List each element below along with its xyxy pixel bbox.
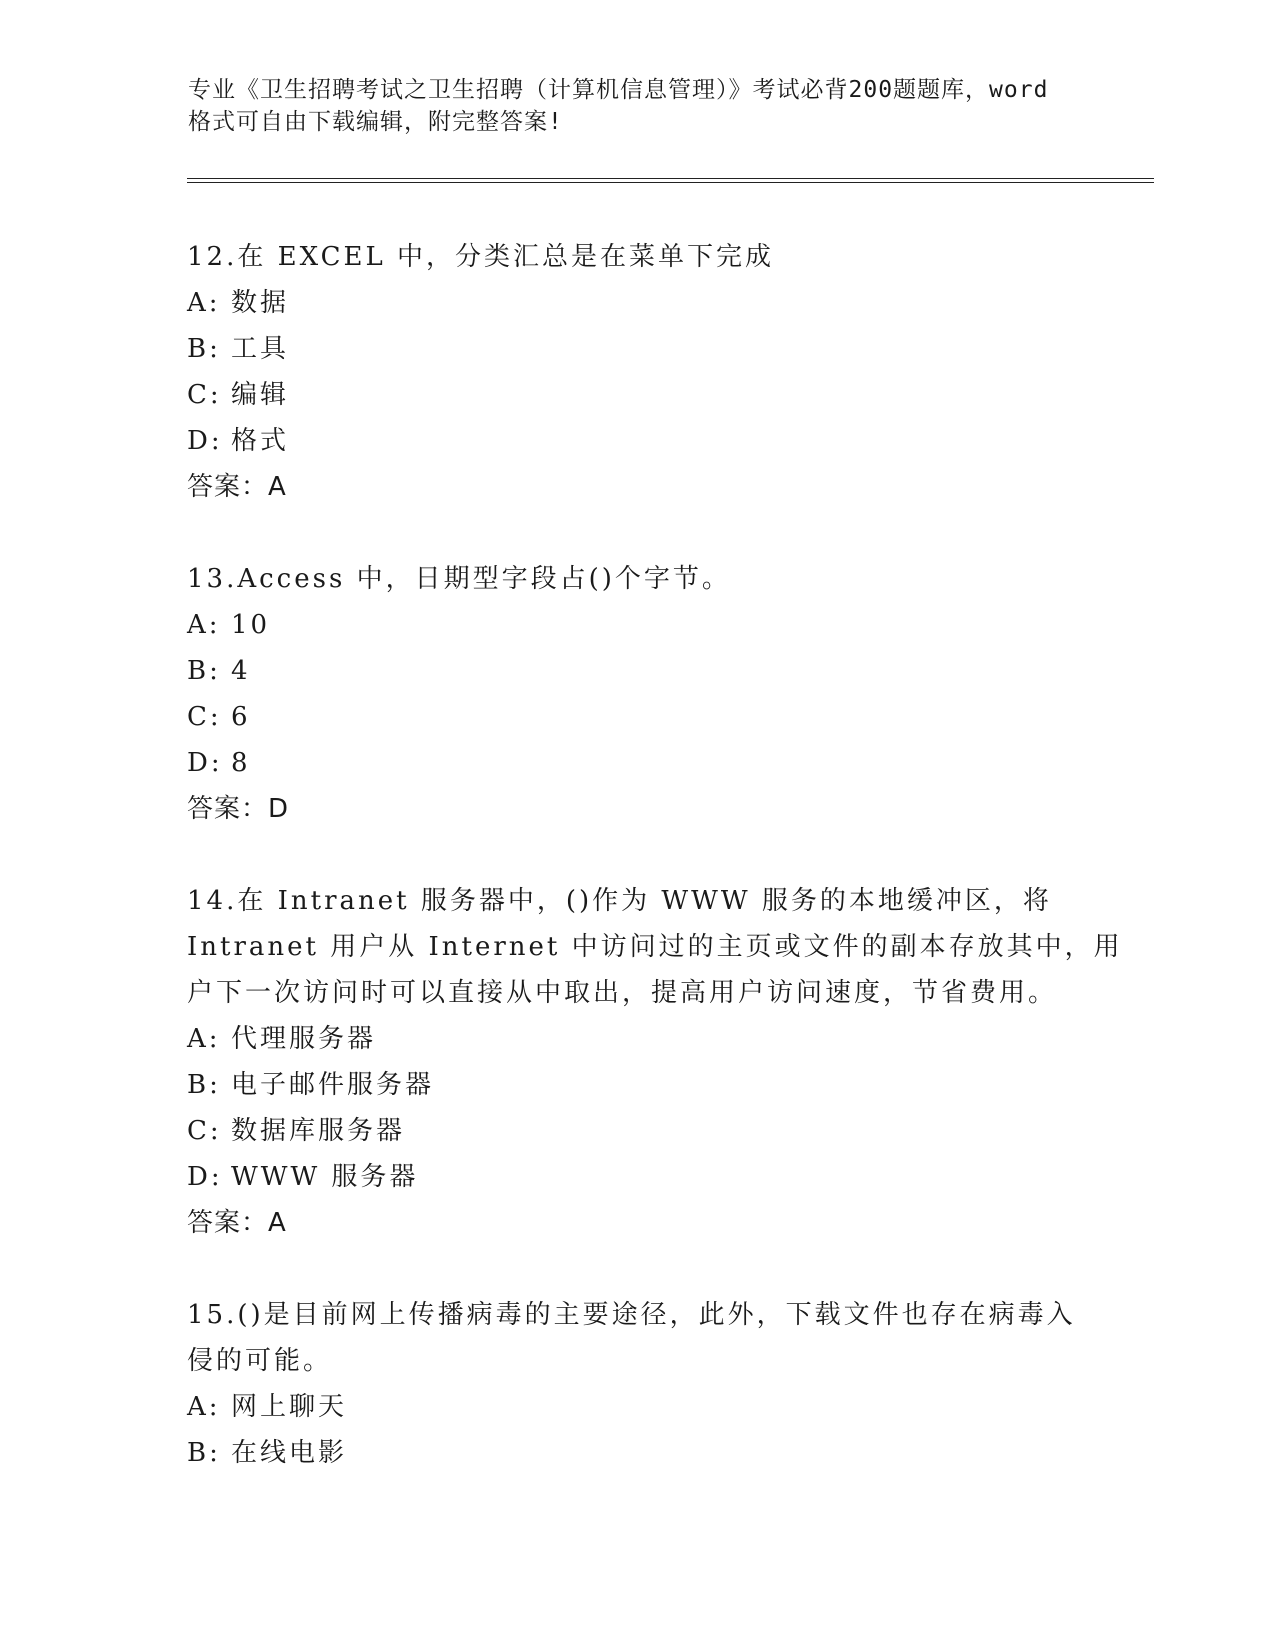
option-key: B:: [187, 1070, 221, 1100]
option-c: [187, 372, 1087, 418]
question-text: 12.在 EXCEL 中，分类汇总是在菜单下完成: [187, 242, 775, 272]
header-divider-bottom: [187, 182, 1154, 183]
option-d: [187, 740, 1087, 786]
question-text: Intranet 用户从 Internet 中访问过的主页或文件的副本存放其中，用: [187, 932, 1123, 962]
option-key: A:: [187, 610, 221, 640]
option-text: WWW 服务器: [231, 1162, 419, 1192]
option-b: [187, 326, 1087, 372]
question-text: 15.()是目前网上传播病毒的主要途径，此外，下载文件也存在病毒入: [187, 1300, 1076, 1330]
option-b: [187, 1062, 1087, 1108]
option-key: B:: [187, 1438, 221, 1468]
option-a: [187, 280, 1087, 326]
option-key: D:: [187, 748, 223, 778]
option-d: [187, 418, 1087, 464]
answer-line: 答案：A: [187, 472, 287, 502]
option-d: [187, 1154, 1087, 1200]
option-key: B:: [187, 656, 221, 686]
option-text: 格式: [231, 426, 290, 456]
question-block: [187, 234, 1087, 510]
option-text: 数据库服务器: [231, 1116, 406, 1146]
option-key: B:: [187, 334, 221, 364]
option-text: 代理服务器: [231, 1024, 377, 1054]
question-text: 14.在 Intranet 服务器中，()作为 WWW 服务的本地缓冲区，将: [187, 886, 1052, 916]
option-text: 8: [231, 748, 251, 778]
header-line-1: 专业《卫生招聘考试之卫生招聘（计算机信息管理）》考试必背200题题库，word: [188, 77, 1049, 103]
option-key: C:: [187, 702, 222, 732]
option-a: [187, 1384, 1087, 1430]
option-c: [187, 694, 1087, 740]
option-key: D:: [187, 1162, 223, 1192]
option-text: 在线电影: [231, 1438, 348, 1468]
option-a: [187, 602, 1087, 648]
option-c: [187, 1108, 1087, 1154]
header-divider-top: [187, 178, 1154, 179]
option-text: 数据: [231, 288, 290, 318]
document-header: [188, 74, 1088, 138]
option-text: 4: [231, 656, 251, 686]
header-line-2: 格式可自由下载编辑，附完整答案!: [188, 109, 563, 135]
option-key: A:: [187, 1392, 221, 1422]
answer-line: 答案：D: [187, 794, 290, 824]
question-block: [187, 1292, 1087, 1476]
option-text: 10: [231, 610, 271, 640]
option-text: 网上聊天: [231, 1392, 348, 1422]
option-text: 工具: [231, 334, 290, 364]
question-text: 户下一次访问时可以直接从中取出，提高用户访问速度，节省费用。: [187, 978, 1058, 1008]
option-text: 电子邮件服务器: [231, 1070, 435, 1100]
question-block: [187, 556, 1087, 832]
answer-line: 答案：A: [187, 1208, 287, 1238]
option-key: D:: [187, 426, 223, 456]
option-a: [187, 1016, 1087, 1062]
option-key: A:: [187, 1024, 221, 1054]
option-key: C:: [187, 380, 222, 410]
option-text: 6: [231, 702, 251, 732]
option-text: 编辑: [231, 380, 290, 410]
question-text: 侵的可能。: [187, 1346, 333, 1376]
option-key: C:: [187, 1116, 222, 1146]
question-text: 13.Access 中，日期型字段占()个字节。: [187, 564, 731, 594]
option-b: [187, 1430, 1087, 1476]
option-key: A:: [187, 288, 221, 318]
option-b: [187, 648, 1087, 694]
question-block: [187, 878, 1123, 1246]
